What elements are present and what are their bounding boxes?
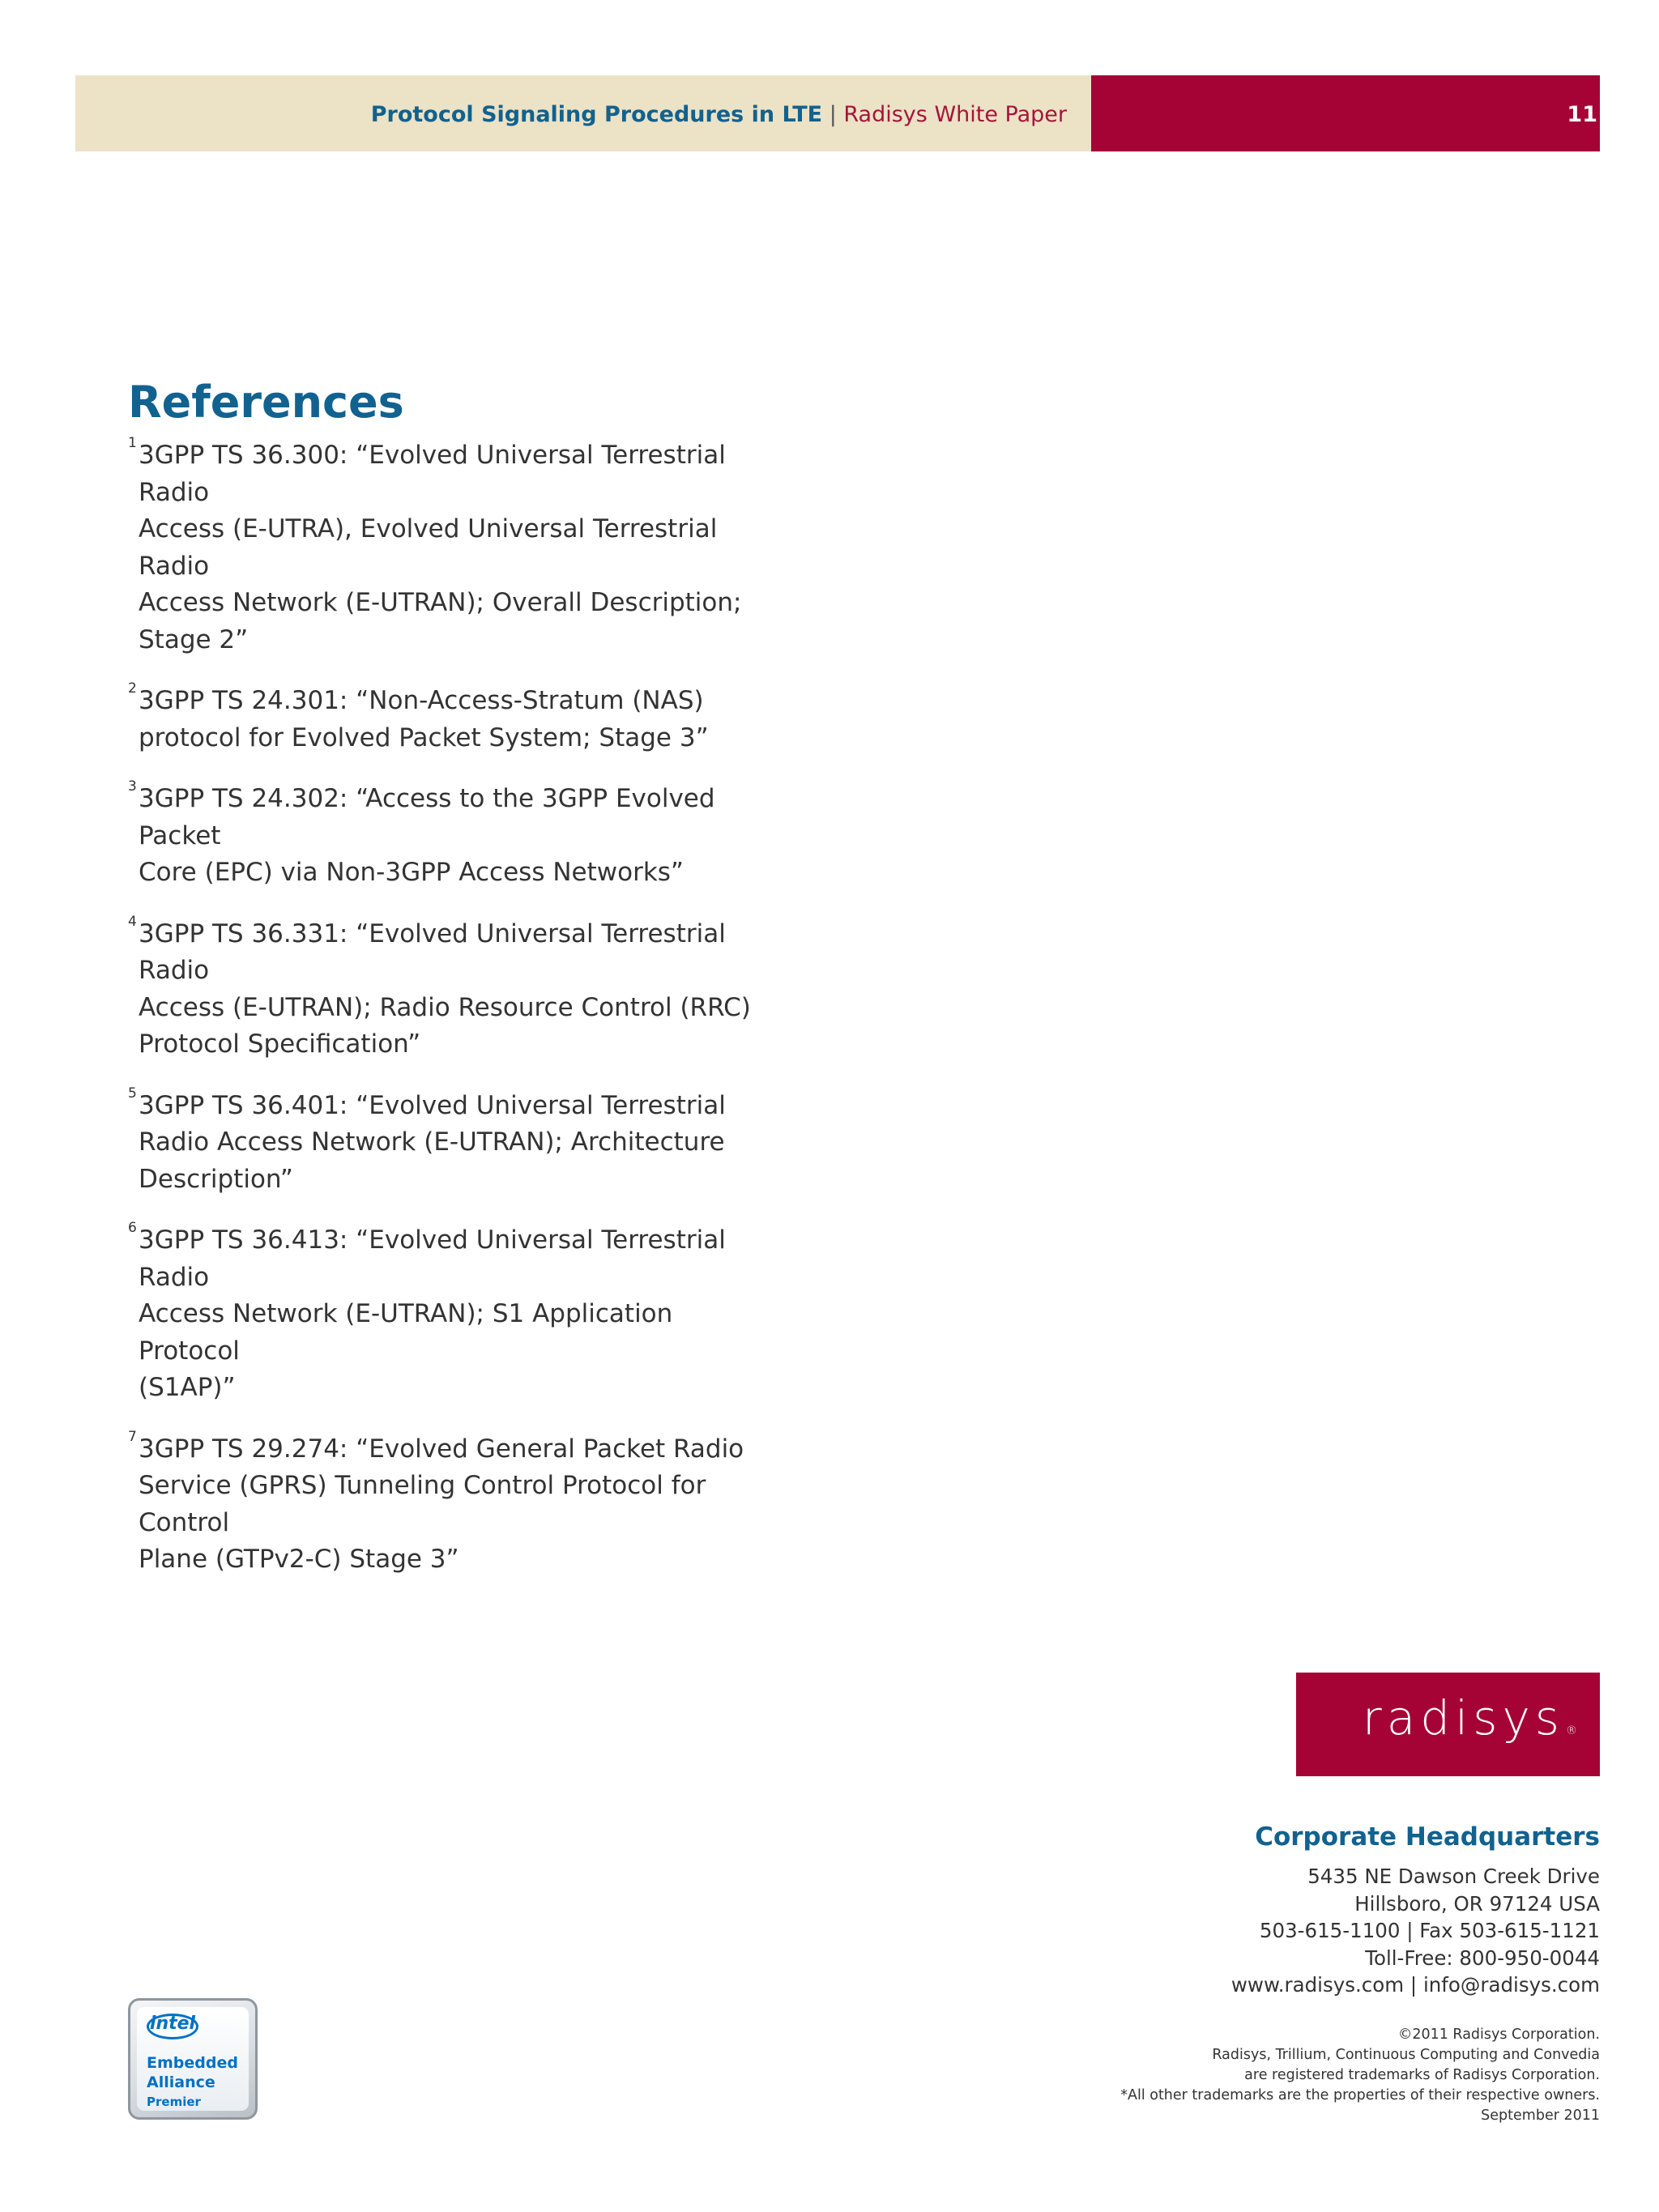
reference-line: Access (E-UTRAN); Radio Resource Control (RRC): [139, 992, 751, 1022]
header-brand: Radisys White Paper: [843, 102, 1067, 127]
references-heading: References: [128, 377, 404, 428]
reference-line: Plane (GTPv2-C) Stage 3”: [139, 1545, 459, 1574]
reference-line: 3GPP TS 36.413: “Evolved Universal Terrestrial Radio: [139, 1225, 726, 1292]
address-line: 5435 NE Dawson Creek Drive: [1307, 1865, 1600, 1888]
reference-list: [128, 437, 760, 1603]
reference-item: [128, 437, 760, 658]
reference-line: 3GPP TS 24.301: “Non-Access-Stratum (NAS): [139, 686, 704, 715]
doc-title: Protocol Signaling Procedures in LTE: [370, 102, 823, 127]
reference-line: protocol for Evolved Packet System; Stage 3”: [139, 722, 709, 752]
legal-block: [1120, 2025, 1600, 2126]
city-line: Hillsboro, OR 97124 USA: [1354, 1891, 1600, 1916]
reference-number: 1: [128, 435, 137, 451]
radisys-logo: [1296, 1673, 1600, 1776]
headquarters-block: [1231, 1822, 1600, 1999]
reference-item: [128, 680, 760, 757]
reference-number: 5: [128, 1085, 137, 1102]
reference-line: Access Network (E-UTRAN); S1 Application Protocol: [139, 1299, 673, 1366]
header-page-band: [1091, 75, 1600, 151]
badge-line: Alliance: [147, 2073, 215, 2091]
web-email-line: www.radisys.com | info@radisys.com: [1230, 1973, 1600, 1997]
radisys-logo-text: [1363, 1690, 1577, 1745]
badge-tier: Premier: [147, 2095, 201, 2109]
logo-wordmark: radisys: [1362, 1690, 1564, 1745]
date-line: September 2011: [1481, 2108, 1600, 2124]
reference-number: 4: [128, 913, 137, 930]
reference-item: [128, 1085, 760, 1199]
reference-line: Radio Access Network (E-UTRAN); Architecture: [139, 1127, 725, 1157]
registered-mark: ®: [1566, 1724, 1577, 1737]
header-separator: |: [829, 102, 837, 127]
tollfree-line: Toll-Free: 800-950-0044: [1365, 1946, 1600, 1970]
reference-line: 3GPP TS 36.401: “Evolved Universal Terrestrial: [139, 1090, 726, 1120]
trademark-line: Radisys, Trillium, Continuous Computing and Convedia: [1212, 2047, 1600, 2063]
intel-embedded-alliance-badge: [128, 1998, 258, 2120]
reference-line: Protocol Specification”: [139, 1029, 421, 1059]
badge-panel: [137, 2007, 249, 2111]
reference-item: [128, 1222, 760, 1407]
header-title: [371, 102, 1067, 127]
badge-line: Embedded: [147, 2054, 238, 2072]
reference-line: (S1AP)”: [139, 1373, 236, 1402]
reference-line: Description”: [139, 1164, 293, 1194]
reference-item: [128, 913, 760, 1063]
trademark-line: are registered trademarks of Radisys Corporation.: [1244, 2067, 1600, 2083]
copyright-line: ©2011 Radisys Corporation.: [1397, 2027, 1600, 2043]
reference-line: 3GPP TS 36.331: “Evolved Universal Terrestrial Radio: [139, 918, 726, 985]
reference-number: 6: [128, 1220, 137, 1236]
reference-line: Service (GPRS) Tunneling Control Protocol for Control: [139, 1471, 706, 1537]
reference-line: 3GPP TS 29.274: “Evolved General Packet Radio: [139, 1434, 744, 1464]
reference-line: Access (E-UTRA), Evolved Universal Terrestrial Radio: [139, 514, 718, 581]
reference-number: 3: [128, 778, 137, 795]
page-number: 11: [1567, 102, 1597, 127]
intel-logo-text: intel: [149, 2014, 196, 2034]
reference-item: [128, 1428, 760, 1579]
reference-line: 3GPP TS 24.302: “Access to the 3GPP Evolved Packet: [139, 784, 715, 850]
reference-line: Access Network (E-UTRAN); Overall Description;: [139, 588, 742, 617]
trademark-line: *All other trademarks are the properties of their respective owners.: [1120, 2087, 1600, 2103]
headquarters-title: Corporate Headquarters: [1255, 1822, 1600, 1852]
phone-line: 503-615-1100 | Fax 503-615-1121: [1259, 1919, 1600, 1942]
reference-item: [128, 778, 760, 892]
reference-line: Core (EPC) via Non-3GPP Access Networks”: [139, 858, 684, 887]
reference-line: Stage 2”: [139, 624, 249, 654]
reference-number: 7: [128, 1428, 137, 1445]
reference-line: 3GPP TS 36.300: “Evolved Universal Terrestrial Radio: [139, 441, 726, 507]
reference-number: 2: [128, 680, 137, 697]
